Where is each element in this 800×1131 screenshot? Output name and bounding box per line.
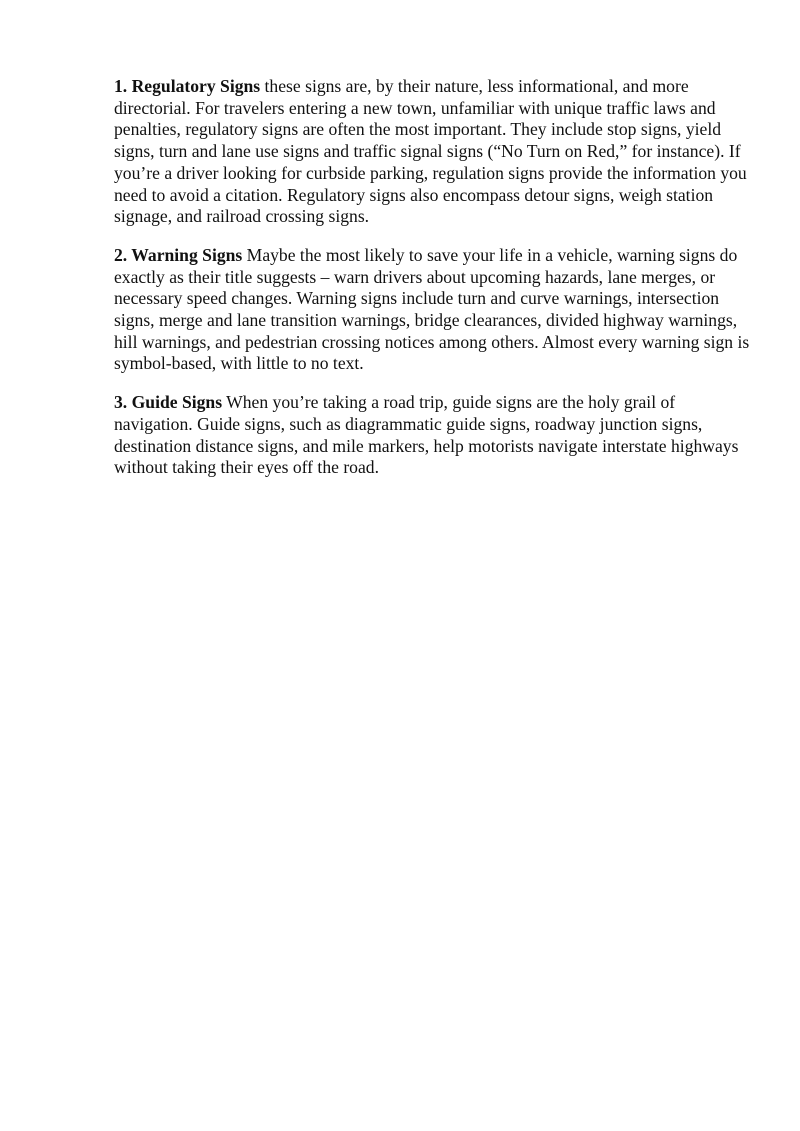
section-warning-signs <box>114 245 750 375</box>
section-heading: 3. Guide Signs <box>114 392 223 413</box>
document-body <box>114 76 750 496</box>
section-heading: 2. Warning Signs <box>114 244 243 265</box>
section-guide-signs <box>114 392 750 479</box>
section-regulatory-signs <box>114 76 750 228</box>
section-body: Maybe the most likely to save your life in a vehicle, warning signs do exactly as their title suggests – warn drivers about upcoming hazards, lane merges, or necessary speed changes. Warning signs include turn and curve warnings, intersection signs, merge and lane transition warnings, bridge clearances, divided highway warnings, hill warnings, and pedestrian crossing notices among others. Almost every warning sign is symbol-based, with little to no text. <box>114 244 750 374</box>
section-heading: 1. Regulatory Signs <box>114 76 261 96</box>
section-body: these signs are, by their nature, less informational, and more directorial. For travelers entering a new town, unfamiliar with unique traffic laws and penalties, regulatory signs are often the most important. They include stop signs, yield signs, turn and lane use signs and traffic signal signs (“No Turn on Red,” for instance). If you’re a driver looking for curbside parking, regulation signs provide the information you need to avoid a citation. Regulatory signs also encompass detour signs, weigh station signage, and railroad crossing signs. <box>114 76 747 227</box>
section-body: When you’re taking a road trip, guide signs are the holy grail of navigation. Guide signs, such as diagrammatic guide signs, roadway junction signs, destination distance signs, and mile markers, help motorists navigate interstate highways without taking their eyes off the road. <box>114 392 739 478</box>
